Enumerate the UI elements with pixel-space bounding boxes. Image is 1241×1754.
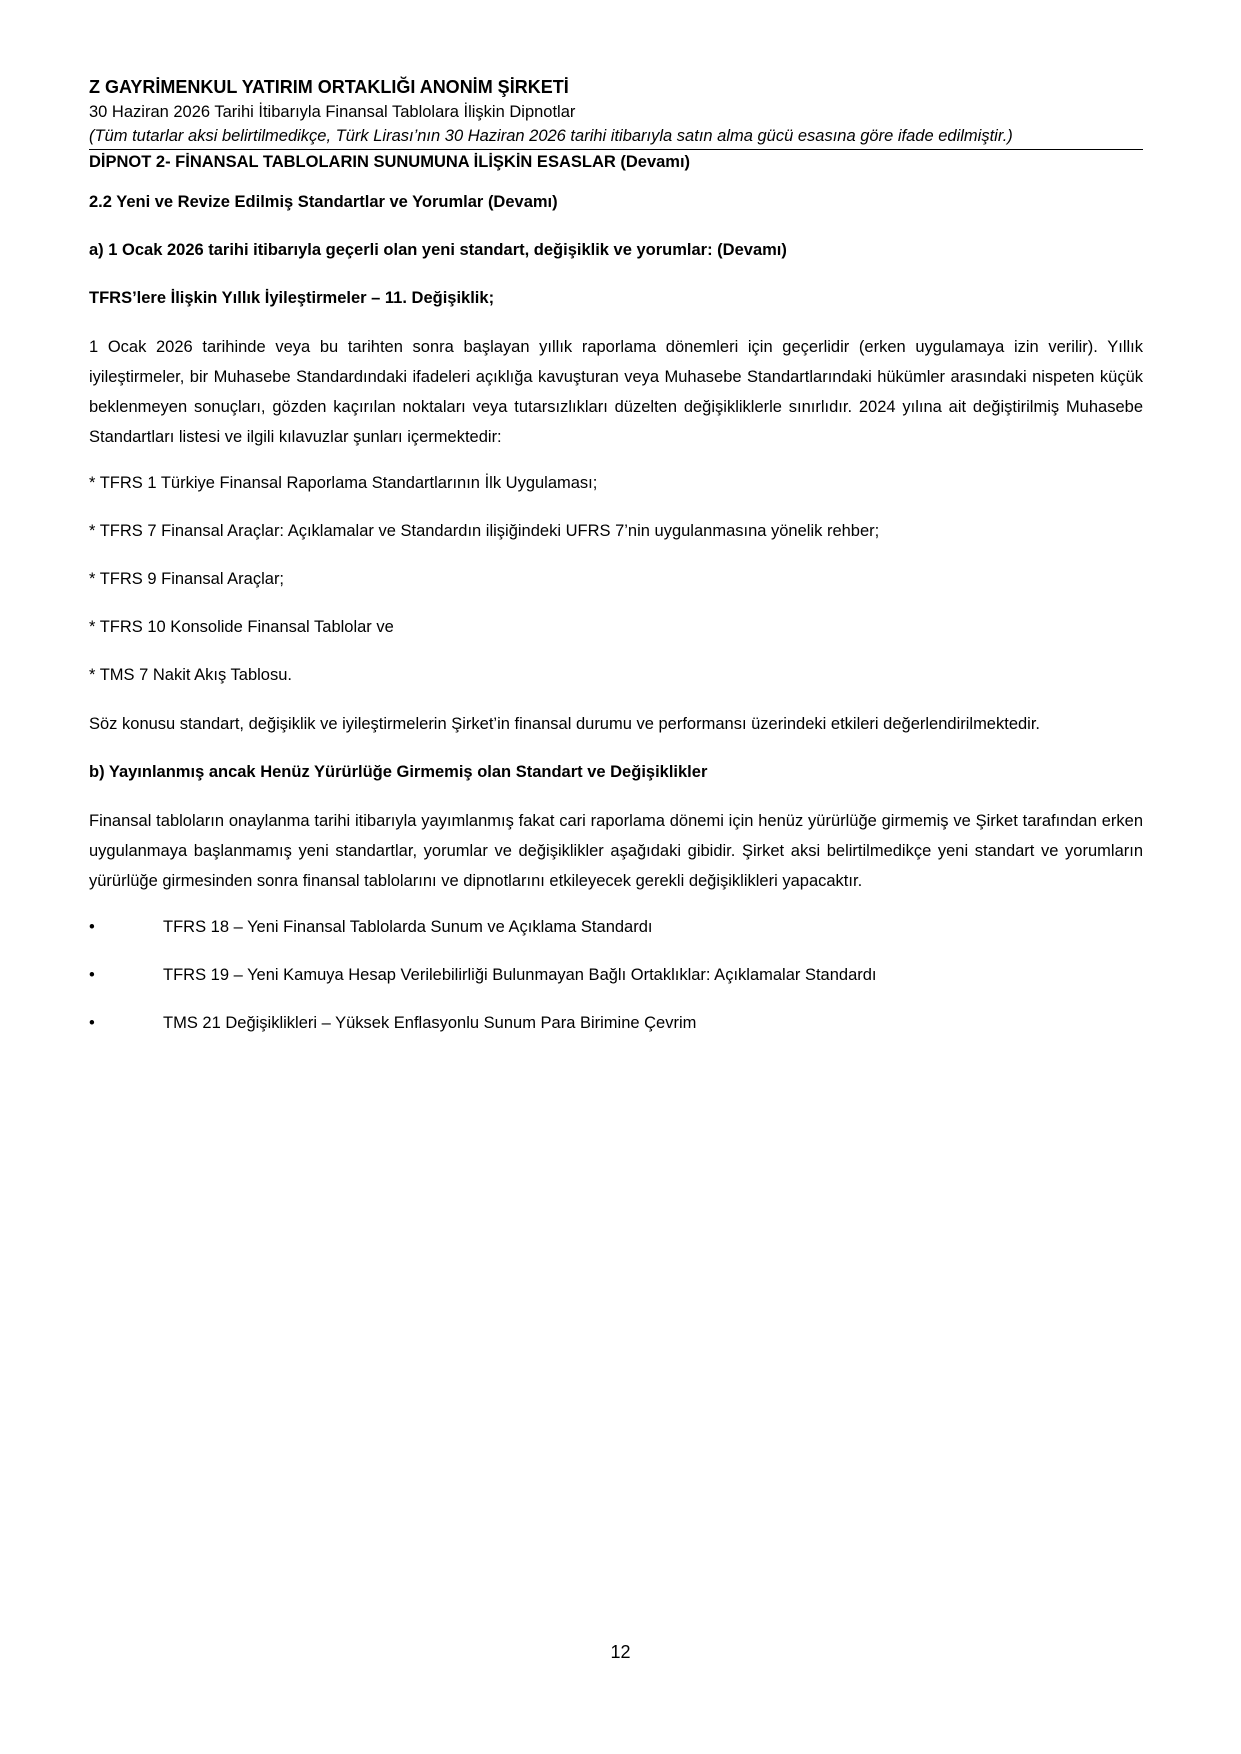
bullet-mark: • [89, 1014, 95, 1032]
part-a-title: a) 1 Ocak 2026 tarihi itibarıyla geçerli olan yeni standart, değişiklik ve yorumlar: (Devamı) [89, 241, 787, 259]
bullet-text: TFRS 19 – Yeni Kamuya Hesap Verilebilirliği Bulunmayan Bağlı Ortaklıklar: Açıklamalar Standardı [163, 966, 877, 984]
part-a-item: * TFRS 7 Finansal Araçlar: Açıklamalar ve Standardın ilişiğindeki UFRS 7’nin uygulanmasına yönelik rehber; [89, 522, 880, 540]
subsection-title: 2.2 Yeni ve Revize Edilmiş Standartlar ve Yorumlar (Devamı) [89, 193, 558, 211]
bullet-row [89, 963, 1143, 987]
bullet-row [89, 915, 1143, 939]
currency-note: (Tüm tutarlar aksi belirtilmedikçe, Türk Lirası’nın 30 Haziran 2026 tarihi itibarıyla satın alma gücü esasına göre ifade edilmiştir.) [89, 127, 1013, 145]
section-title: DİPNOT 2- FİNANSAL TABLOLARIN SUNUMUNA İLİŞKİN ESASLAR (Devamı) [89, 153, 691, 171]
part-b-title: b) Yayınlanmış ancak Henüz Yürürlüğe Girmemiş olan Standart ve Değişiklikler [89, 763, 708, 781]
part-a-paragraph: 1 Ocak 2026 tarihinde veya bu tarihten sonra başlayan yıllık raporlama dönemleri için geçerlidir (erken uygulamaya izin verilir). Yıllık iyileştirmeler, bir Muhasebe Standardındaki ifadeleri açıklığa kavuşturan veya Muhasebe Standartlarındaki hükümler arasındaki nispeten küçük beklenmeyen sonuçları, gözden kaçırılan noktaları veya tutarsızlıkları düzelten değişikliklerle sınırlıdır. 2024 yılına ait değiştirilmiş Muhasebe Standartları listesi ve ilgili kılavuzlar şunları içermektedir: [89, 338, 1143, 446]
bullet-text: TMS 21 Değişiklikleri – Yüksek Enflasyonlu Sunum Para Birimine Çevrim [163, 1014, 697, 1032]
part-a-closing: Söz konusu standart, değişiklik ve iyileştirmelerin Şirket’in finansal durumu ve performansı üzerindeki etkileri değerlendirilmektedir. [89, 715, 1041, 733]
part-a-item: * TFRS 1 Türkiye Finansal Raporlama Standartlarının İlk Uygulaması; [89, 474, 598, 492]
bullet-mark: • [89, 966, 95, 984]
part-a-item: * TFRS 9 Finansal Araçlar; [89, 570, 285, 588]
page-number: 12 [610, 1642, 631, 1662]
document-subtitle: 30 Haziran 2026 Tarihi İtibarıyla Finansal Tablolara İlişkin Dipnotlar [89, 103, 576, 121]
company-name: Z GAYRİMENKUL YATIRIM ORTAKLIĞI ANONİM ŞİRKETİ [89, 77, 569, 97]
part-a-subheading: TFRS’lere İlişkin Yıllık İyileştirmeler – 11. Değişiklik; [89, 289, 495, 307]
bullet-row [89, 1011, 1143, 1035]
part-a-item: * TMS 7 Nakit Akış Tablosu. [89, 666, 292, 684]
bullet-text: TFRS 18 – Yeni Finansal Tablolarda Sunum ve Açıklama Standardı [163, 918, 653, 936]
page-content [89, 74, 1143, 1035]
part-a-item: * TFRS 10 Konsolide Finansal Tablolar ve [89, 618, 394, 636]
bullet-mark: • [89, 918, 95, 936]
part-b-paragraph: Finansal tabloların onaylanma tarihi itibarıyla yayımlanmış fakat cari raporlama dönemi için henüz yürürlüğe girmemiş ve Şirket tarafından erken uygulanmaya başlanmamış yeni standartlar, yorumlar ve değişiklikler aşağıdaki gibidir. Şirket aksi belirtilmedikçe yeni standart ve yorumların yürürlüğe girmesinden sonra finansal tablolarını ve dipnotlarını etkileyecek gerekli değişiklikleri yapacaktır. [89, 812, 1143, 890]
